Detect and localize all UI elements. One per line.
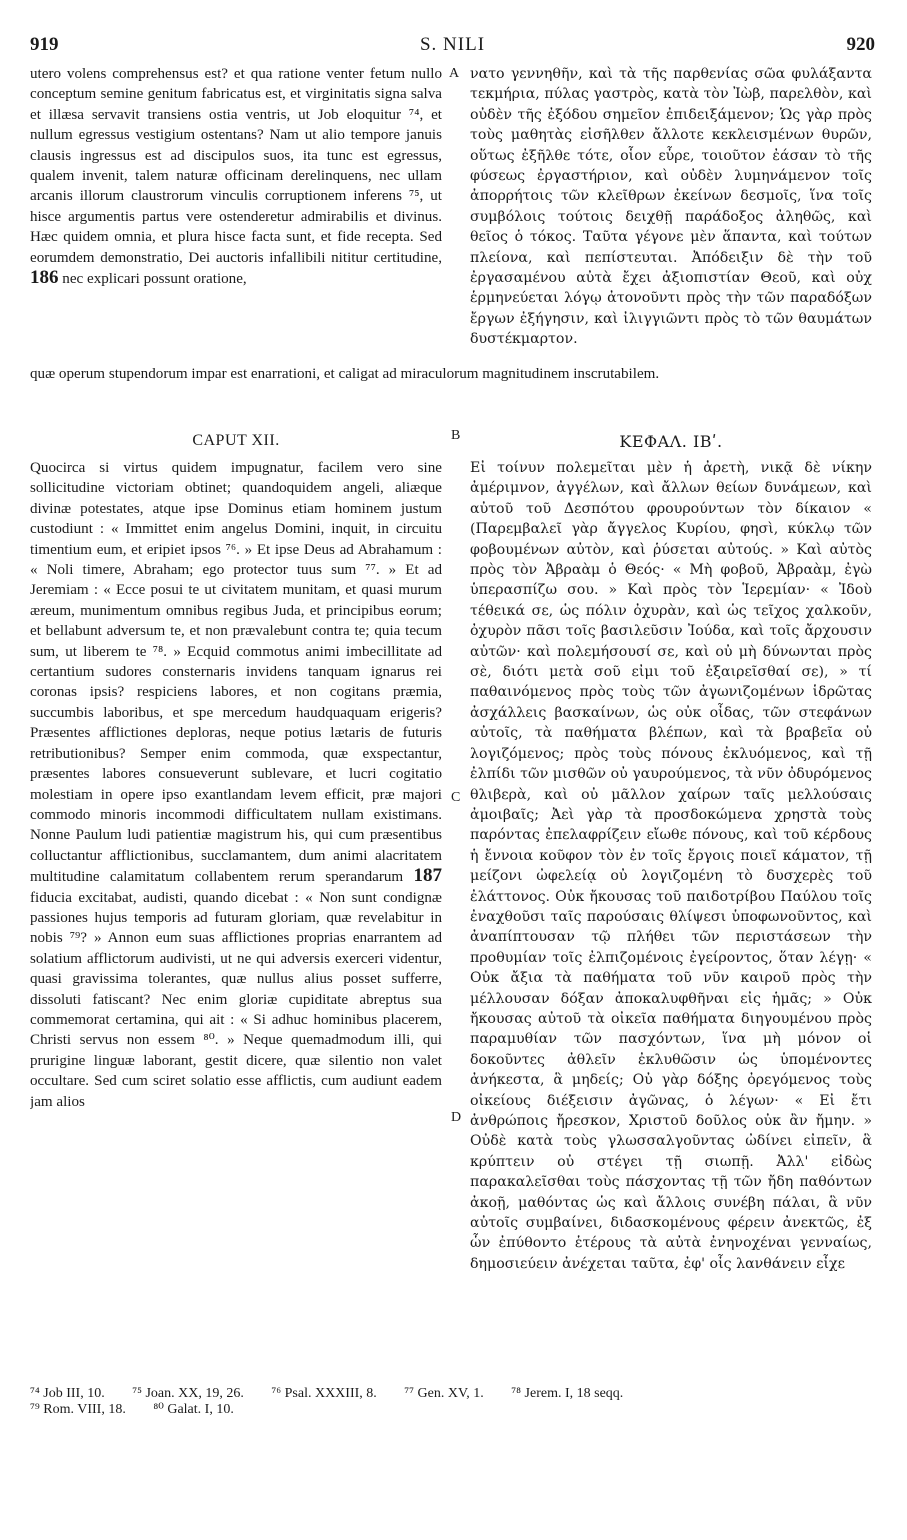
footnote-row-1	[30, 1386, 872, 1402]
footnote-77: ⁷⁷ Gen. XV, 1.	[404, 1386, 484, 1401]
footnote-row-2	[30, 1402, 872, 1418]
latin-spanning-line: quæ operum stupendorum impar est enarrationi, et caligat ad miraculorum magnitudinem inscrutabilem.	[30, 366, 660, 382]
greek-text-top: νατο γεννηθῆν, καὶ τὰ τῆς παρθενίας σῶα φυλάξαντα τεκμήρια, πύλας γαστρὸς, κατὰ τὸν Ἰὼβ, παρελθὸν, καὶ οὐδὲν τῆς ἐξόδου σημεῖον ἐπιδειξάμενον; Ὡς γὰρ πρὸς τοὺς μαθητὰς εἰσῆλθεν ἄλλοτε κεκλεισμένων θυρῶν, οὕτως ἐξῆλθε τότε, οἷον εὗρε, τοιοῦτον ἐάσαν τὸ τῆς φύσεως ἐργαστήριον, καὶ οὐδὲν λυμηνάμενον τοῖς ἀπορρήτοις τῶν κλεῖθρων ἐκείνων δεσμοῖς, ἵνα τοῖς συμβόλοις τούτοις δειχθῇ παράδοξος ἀληθῶς, καὶ θεῖος ὁ τόκος. Ταῦτα γέγονε μὲν ἅπαντα, καὶ τούτων πλείονα, καὶ πεπίστευται. Ἀπόδειξιν δὲ τὴν τοῦ ἐργασαμένου αὐτὰ ἔχει ἀξιοπιστίαν Θεοῦ, καὶ οὐχ ἑρμηνεύεται λόγῳ ἀτονοῦντι πρὸς τὴν τῶν παραδόξων ἔργων ἐξήγησιν, καὶ ἰλιγγιῶντι πρὸς τὸ τῶν θαυμάτων δυστέκμαρτον.	[470, 66, 872, 348]
greek-column-body	[470, 458, 872, 1383]
page-header	[30, 34, 875, 58]
latin-text-top-end: nec explicari possunt oratione,	[62, 271, 247, 288]
footnote-74: ⁷⁴ Job III, 10.	[30, 1386, 105, 1401]
footnote-76: ⁷⁶ Psal. XXXIII, 8.	[271, 1386, 377, 1401]
running-title: S. NILI	[419, 34, 486, 55]
page-number-left: 919	[30, 34, 59, 55]
latin-text-top: utero volens comprehensus est? et qua ratione venter fetum nullo conceptum semine genitum fabricatus est, et virginitatis signa salva et illæsa servavit transiens ostia ventris, ut Job eloquitur ⁷⁴, et nullum egressus vestigium ostentans? Nam ut alio tempore januis clausis ingressus est ad discipulos suos, ita tunc est egressus, qualem invenit, talem naturæ officinam derelinquens, nec ullam arcanis illorum claustrorum vinculis corruptionem inferens ⁷⁵, ut hisce argumentis partus vere ostenderetur admirabilis et divinus. Hæc quidem omnia, et plura hisce facta sunt, et fide recepta. Sed eorumdem demonstratio, Dei auctoris infallibili nititur certitudine,	[30, 66, 442, 266]
footnote-75: ⁷⁵ Joan. XX, 19, 26.	[132, 1386, 244, 1401]
margin-letter-b: B	[451, 428, 461, 443]
latin-column-top	[30, 64, 442, 364]
footnotes	[30, 1386, 872, 1418]
chapter-heading-latin: CAPUT XII.	[192, 432, 280, 449]
chapter-heading-greek: ΚΕΦΑΛ. ΙΒʹ.	[619, 432, 723, 451]
page-number-right: 920	[846, 34, 875, 55]
greek-column-top	[470, 64, 872, 364]
footnote-80: ⁸⁰ Galat. I, 10.	[153, 1402, 234, 1417]
latin-text-body-1: Quocirca si virtus quidem impugnatur, facilem vero sine sollicitudine victoriam obtinet; quandoquidem angeli, aliæque divinæ potestates, atque ipse Dominus etiam hominem justum custodiunt : « Immittet enim angelus Domini, inquit, in circuitu timentium eum, et eripiet ipsos ⁷⁶. » Et ipse Deus ad Abrahamum : « Noli timere, Abraham; ego protector tuus sum ⁷⁷. » Et ad Jeremiam : « Ecce posui te ut civitatem munitam, et quasi murum æreum, munimentum omnibus regibus Juda, et principibus eorum; et bellabunt adversum te, et non prævalebunt contra te; quia tecum sum, ut liberem te ⁷⁸. » Ecquid commotus animi imbecillitate ad certantium sudores consternaris invidens tanquam ignarus rei coronas ipsis? respiciens labores, et non cogitans præmia, succumbis laboribus, et spe mercedum haudquaquam erigeris? Præsentes afflictiones deploras, neque potius lætaris de futuris retributionibus? Semper enim commoda, quæ exspectantur, præsentes labores consueverunt sublevare, et lucri cogitatio molestiam in opere ipso exantlandam levem efficit, præ majori commodo minoris incommodi difficultatem nullam existimans. Nonne Paulum ludi patientiæ magistrum his, qui cum præsentibus colluctantur afflictionibus, succlamantem, dum animi alacritatem multitudine calamitatum collabentem rerum sperandarum	[30, 460, 442, 886]
footnote-79: ⁷⁹ Rom. VIII, 18.	[30, 1402, 126, 1417]
margin-letter-a: A	[449, 66, 460, 81]
margin-letter-c: C	[451, 790, 461, 805]
footnote-78: ⁷⁸ Jerem. I, 18 seqq.	[511, 1386, 624, 1401]
margin-letter-d: D	[451, 1110, 462, 1125]
page-marker-186: 186	[30, 267, 59, 289]
page-marker-187: 187	[413, 865, 442, 887]
greek-text-body: Εἰ τοίνυν πολεμεῖται μὲν ἡ ἀρετὴ, νικᾷ δὲ νίκην ἀμέριμνον, ἀγγέλων, καὶ ἄλλων θείων δυνάμεων, καὶ αὐτοῦ τοῦ Δεσπότου φρουρούντων τὸν δίκαιον « (Παρεμβαλεῖ γὰρ ἄγγελος Κυρίου, φησὶ, κύκλῳ τῶν φοβουμένων αὐτὸν, καὶ ῥύσεται αὐτούς. » Καὶ αὐτὸς πρὸς τὸν Ἀβραὰμ ὁ Θεός· « Μὴ φοβοῦ, Ἀβραὰμ, ἐγὼ ὑπερασπίζω σου. » Καὶ πρὸς τὸν Ἱερεμίαν· « Ἰδοὺ τέθεικά σε, ὡς πόλιν ὀχυρὰν, καὶ ὡς τεῖχος χαλκοῦν, ὀχυρὸν πᾶσι τοῖς βασιλεῦσιν Ἰούδα, καὶ τοῖς ἄρχουσιν αὐτῶν· καὶ πολεμήσουσί σε, καὶ οὐ μὴ δύνωνται πρὸς σὲ, διότι μετὰ σοῦ εἰμι τοῦ ἐξαιρεῖσθαί σε), » τί παθαινόμενος πρὸς τοὺς τῶν ἀγωνιζομένων ἱδρῶτας ἀσχάλλεις βασκαίνων, ὡς οὐκ οἶδας, τῶν στεφάνων αὐτοῖς, τὰ παθήματα βλέπων, καὶ τὰ βραβεῖα οὐ λογιζόμενος; πρὸς τοὺς πόνους ἐκλυόμενος, καὶ τῇ ἐλπίδι τῶν μισθῶν οὐ γαυρούμενος, τὰ νῦν ὀδυρόμενος θλιβερὰ, καὶ οὐ μᾶλλον χαίρων ταῖς μελλούσαις ἀμοιβαῖς; Ἀεὶ γὰρ τὰ προσδοκώμενα χρηστὰ τοὺς παρόντας ἐπελαφρίζειν εἴωθε πόνους, καὶ τοῦ κέρδους ἡ ἔννοια κοῦφον τὸν ἐν τοῖς ἔργοις ποιεῖ κάματον, τῇ μείζονι ὠφελείᾳ οὐ λογιζομένη τὸ δυσχερὲς τοῦ ἐλάττονος. Οὐκ ἤκουσας τοῦ παιδοτρίβου Παύλου τοῖς ἐναχθοῦσι ταῖς παρούσαις θλίψεσι ὑποφωνοῦντος, καὶ ἀναπίπτουσαν τῷ πλήθει τῶν περιστάσεων τὴν προθυμίαν τοῖς ἐλπιζομένοις ἐγείροντος, ὅταν λέγῃ· « Οὐκ ἄξια τὰ παθήματα τοῦ νῦν καιροῦ πρὸς τὴν μέλλουσαν δόξαν ἀποκαλυφθῆναι εἰς ἡμᾶς; » Οὐκ ἤκουσας αὐτοῦ τὰ οἰκεῖα παθήματα διηγουμένου πρὸς παραμυθίαν τῶν πασχόντων, ἵνα μὴ μόνον οἱ δοκοῦντες ἀθλεῖν ἐκλυθῶσιν ὡς ὑπομένοντες ἀνήκεστα, ἃ μηδείς; Οὐ γὰρ δόξης ὀρεγόμενος τοὺς οἰκείους διέξεισιν ἀγῶνας, ὁ λέγων· « Εἰ ἔτι ἀνθρώποις ἤρεσκον, Χριστοῦ δοῦλος οὐκ ἂν ἤμην. » Οὐδὲ κατὰ τοὺς γλωσσαλγοῦντας ὠδίνει εἰπεῖν, ἃ κρύπτειν οὐ στέγει τῇ σιωπῇ. Ἀλλ' εἰδὼς παρακαλεῖσθαι τοὺς πάσχοντας τῇ τῶν ἤδη παθόντων ἀκοῇ, μαθόντας ὡς καὶ ἄλλοις συνέβη πάλαι, ἃ νῦν αὐτοῖς συμβαίνει, διδασκομένους φέρειν ἀνεκτῶς, ἐξ ὧν ἐπύθοντο ἑτέρους τὰ αὐτὰ ἐνηνοχέναι γενναίως, δημοσιεύειν ἀνέχεται ταῦτα, ἐφ' οἷς λανθάνειν εἶχε	[470, 460, 872, 1272]
latin-text-body-2: fiducia excitabat, audisti, quando dicebat : « Non sunt condignæ passiones hujus temporis ad futuram gloriam, quæ revelabitur in nobis ⁷⁹? » Annon eum suas afflictiones proprias enarrantem ad solatium afflictorum audivisti, ut ne qui adversis exerceri videntur, quasi gravissima tolerantes, quæ nullus alius posset sufferre, dissoluti fatiscant? Nec enim gloriæ cupiditate abreptus sua commemorat certamina, qui ait : « Si adhuc hominibus placerem, Christi servus non essem ⁸⁰. » Neque quemadmodum illi, qui prurigine linguæ laborant, gestit dicere, quæ silentio non valet occultare. Sed cum sciret solatio esse afflictis, cum audiunt eadem jam alios	[30, 889, 442, 1110]
latin-column-body	[30, 458, 442, 1383]
